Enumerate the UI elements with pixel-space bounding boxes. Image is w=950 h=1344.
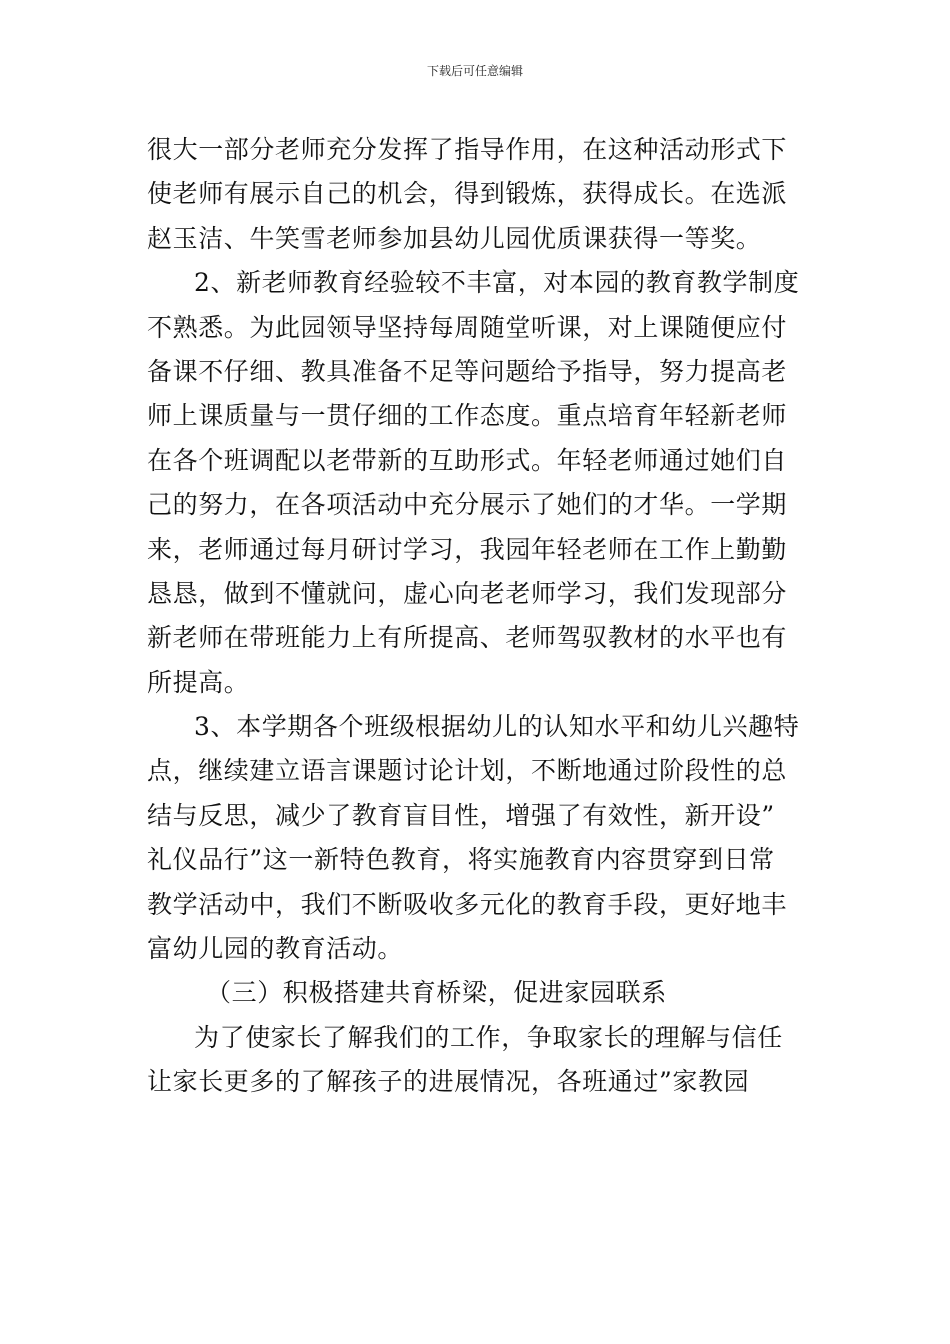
text-line: 很大一部分老师充分发挥了指导作用，在这种活动形式下 [147, 135, 788, 164]
document-body [147, 128, 807, 1105]
text-line: 己的努力，在各项活动中充分展示了她们的才华。一学期 [147, 490, 788, 520]
paragraph-start-line: 为了使家长了解我们的工作，争取家长的理解与信任 [194, 1022, 783, 1052]
text-line: 新老师在带班能力上有所提高、老师驾驭教材的水平也有 [147, 623, 788, 653]
text-line: 所提高。 [147, 667, 250, 697]
text-line: 使老师有展示自己的机会，得到锻炼，获得成长。在选派 [147, 179, 788, 209]
text-line: 结与反思，减少了教育盲目性，增强了有效性，新开设” [147, 800, 775, 830]
text-line: 赵玉洁、牛笑雪老师参加县幼儿园优质课获得一等奖。 [147, 223, 762, 253]
text-line: 师上课质量与一贯仔细的工作态度。重点培育年轻新老师 [147, 401, 788, 431]
text-line: 点，继续建立语言课题讨论计划，不断地通过阶段性的总 [147, 756, 788, 786]
text-line: 让家长更多的了解孩子的进展情况，各班通过”家教园 [147, 1067, 750, 1097]
text-line: 在各个班调配以老带新的互助形式。年轻老师通过她们自 [147, 445, 788, 475]
text-line: 教学活动中，我们不断吸收多元化的教育手段，更好地丰 [147, 889, 788, 919]
paragraph-start-line: 2、新老师教育经验较不丰富，对本园的教育教学制度 [194, 268, 800, 298]
text-line: 礼仪品行”这一新特色教育，将实施教育内容贯穿到日常 [147, 845, 775, 875]
text-line: 恳恳，做到不懂就问，虚心向老老师学习，我们发现部分 [147, 578, 788, 608]
text-line: 来，老师通过每月研讨学习，我园年轻老师在工作上勤勤 [147, 534, 788, 564]
text-line: 备课不仔细、教具准备不足等问题给予指导，努力提高老 [147, 356, 788, 386]
page-header: 下载后可任意编辑 [426, 64, 523, 78]
paragraph-start-line: 3、本学期各个班级根据幼儿的认知水平和幼儿兴趣特 [194, 712, 800, 742]
section-heading: （三）积极搭建共育桥梁，促进家园联系 [206, 978, 667, 1008]
text-line: 不熟悉。为此园领导坚持每周随堂听课，对上课随便应付 [147, 312, 788, 342]
text-line: 富幼儿园的教育活动。 [147, 934, 404, 964]
